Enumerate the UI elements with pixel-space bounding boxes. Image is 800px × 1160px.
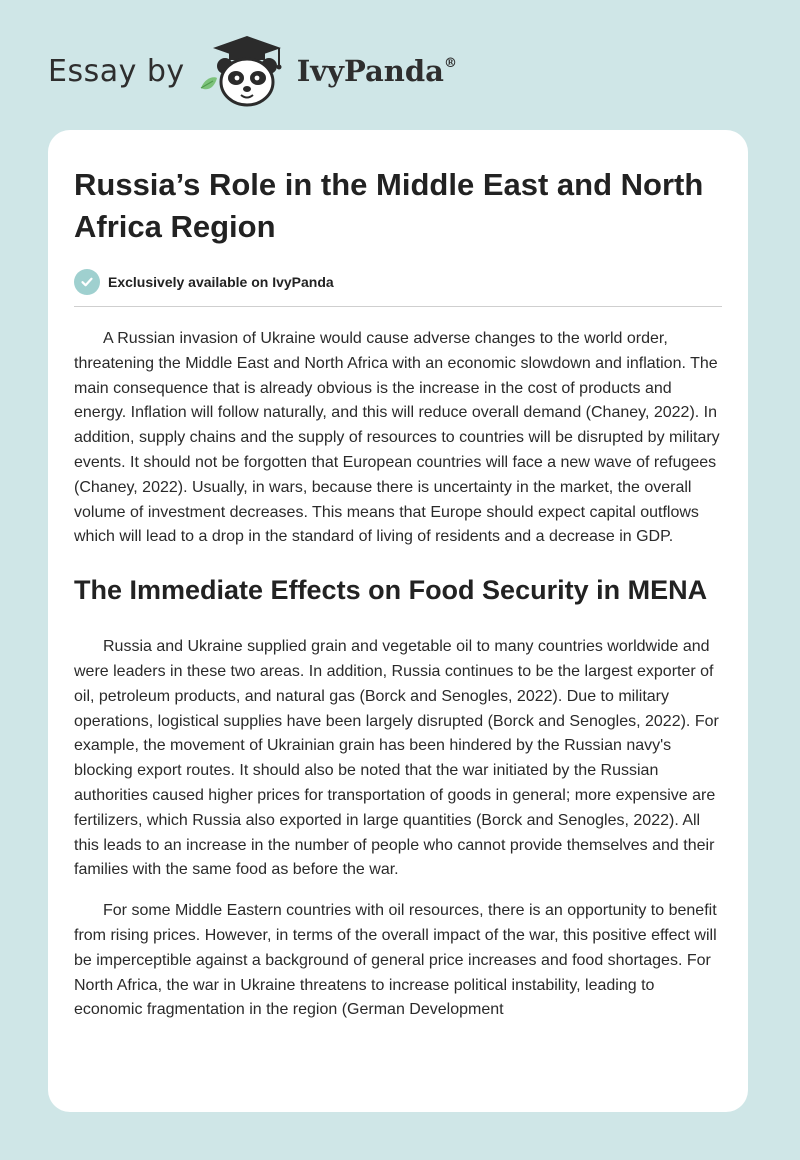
registered-mark: ® [443,56,457,71]
paragraph: For some Middle Eastern countries with oil resources, there is an opportunity to benefit from rising prices. However, in terms of the overall impact of the war, this positive effect will be imperceptible against a background of general price increases and food shortages. For North Africa, the war in Ukraine threatens to increase political instability, leading to economic fragmentation in the region (German Development [74,902,717,1019]
paragraph: A Russian invasion of Ukraine would cause adverse changes to the world order, threatening the Middle East and North Africa with an economic slowdown and inflation. The main consequence that is already obvious is the increase in the cost of products and energy. Inflation will follow naturally, and this will reduce overall demand (Chaney, 2022). In addition, supply chains and the supply of resources to countries will be disrupted by military events. It should not be forgotten that European countries will face a new wave of refugees (Chaney, 2022). Usually, in wars, because there is uncertainty in the market, the overall volume of investment decreases. This means that Europe should expect capital outflows which will lead to a drop in the standard of living of residents and a decrease in GDP. [74,330,720,546]
article-card [48,130,748,1112]
article-title: Russia’s Role in the Middle East and North Africa Region [74,167,704,244]
exclusive-badge [74,268,722,296]
panda-graduate-logo-icon[interactable] [199,34,291,108]
site-header [48,34,457,108]
essay-by-label: Essay by [48,53,185,89]
brand-name[interactable] [297,54,457,88]
divider [74,306,722,307]
check-circle-icon [74,269,100,295]
exclusive-badge-label: Exclusively available on IvyPanda [108,274,334,290]
section-heading: The Immediate Effects on Food Security in MENA [74,575,708,606]
brand-text: IvyPanda [296,54,444,88]
paragraph: Russia and Ukraine supplied grain and vegetable oil to many countries worldwide and were leaders in these two areas. In addition, Russia continues to be the largest exporter of oil, petroleum products, and natural gas (Borck and Senogles, 2022). Due to military operations, logistical supplies have been largely disrupted (Borck and Senogles, 2022). For example, the movement of Ukrainian grain has been hindered by the Russian navy's blocking export routes. It should also be noted that the war initiated by the Russian authorities caused higher prices for transportation of goods in general; more expensive are fertilizers, which Russia also exported in large quantities (Borck and Senogles, 2022). All this leads to an increase in the number of people who cannot provide themselves and their families with the same food as before the war. [74,638,719,879]
